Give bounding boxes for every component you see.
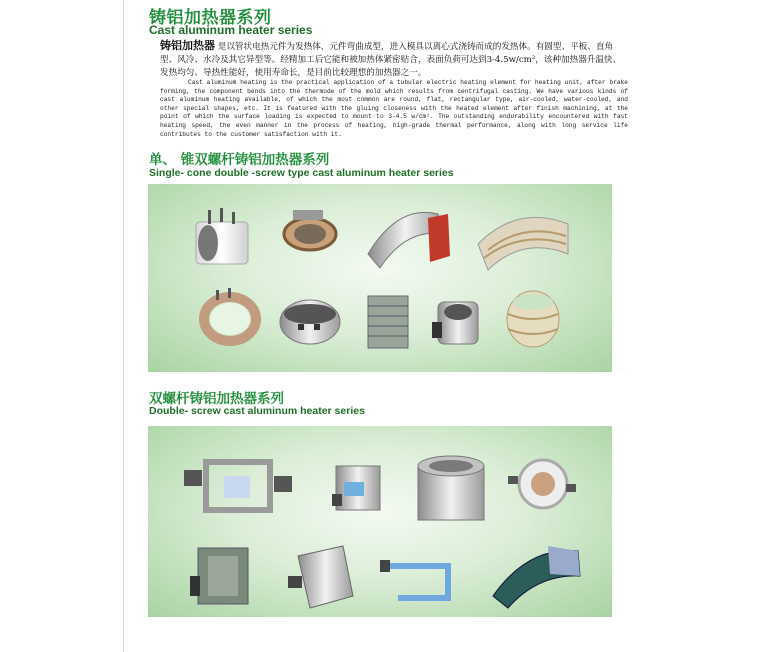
section1-heaters-illustration [148,184,612,372]
section2-heaters-illustration [148,426,612,617]
heater-ring-bolted [508,460,576,508]
heater-finned-cylinder [368,296,408,348]
left-divider-line [123,0,124,652]
section1-title-cn: 单、 锥双螺杆铸铝加热器系列 [149,152,330,168]
heater-clamp-band [284,210,336,250]
intro-paragraph-cn [160,39,625,80]
heater-round-white [196,208,248,264]
heater-half-shell [368,212,450,268]
heater-block-cone [432,302,478,344]
intro-lead-cn: 铸铝加热器 [160,39,215,52]
heater-coil-stack [507,291,559,347]
heater-frame-square [184,462,292,510]
heater-curved-panel [493,546,580,608]
intro-paragraph-en: Cast aluminum heating is the practical application of a tubular electric heating element for heating unit, after brake forming, the component bends into the thermode of the mold which results from centrifugal casting. We have various kinds of cast aluminum heating available, of which the most common are round, flat, rectangular type, air-cooled, water-cooled, and other special shapes, etc. It is featured with the gluing closeness with the heated element after finish machining, at the point of which the surface loading is expected to mount to 3-4.5 w/cm². The outstanding endurability encountered with fast heating speed, the even manner in the process of heating, high-grade thermal performance, along with long service life contributes to the customer satisfaction with it. [160,79,628,138]
section2-title-en: Double- screw cast aluminum heater series [149,405,365,417]
page-title-cn: 铸铝加热器系列 [149,8,272,28]
heater-slotted-ring [280,300,340,344]
heater-coiled-ring [204,288,256,341]
heater-split-block [332,466,380,510]
heater-u-channel [380,560,448,598]
heater-large-cylinder [418,456,484,520]
section2-title-cn: 双螺杆铸铝加热器系列 [149,391,284,407]
intro-body-cn: 是以管状电热元件为发热体，元件弯曲成型，进入模具以离心式浇铸而成的发热体。有圆型、平板、直角型、风冷、水冷及其它异型等。经精加工后它能和被加热体紧密贴合，表面负荷可达到3-4.5w/cm²，该种加热器升温快、发热均匀、导热性能好，使用寿命长，是目前比较理想的加热器之一。 [160,42,622,78]
heater-square-plate [190,548,248,604]
section1-product-photo [148,184,612,372]
heater-ribbed-half [478,217,568,270]
heater-angled-plate [288,546,353,608]
section1-title-en: Single- cone double -screw type cast aluminum heater series [149,167,454,179]
section2-product-photo [148,426,612,617]
page-title-en: Cast aluminum heater series [149,23,313,37]
